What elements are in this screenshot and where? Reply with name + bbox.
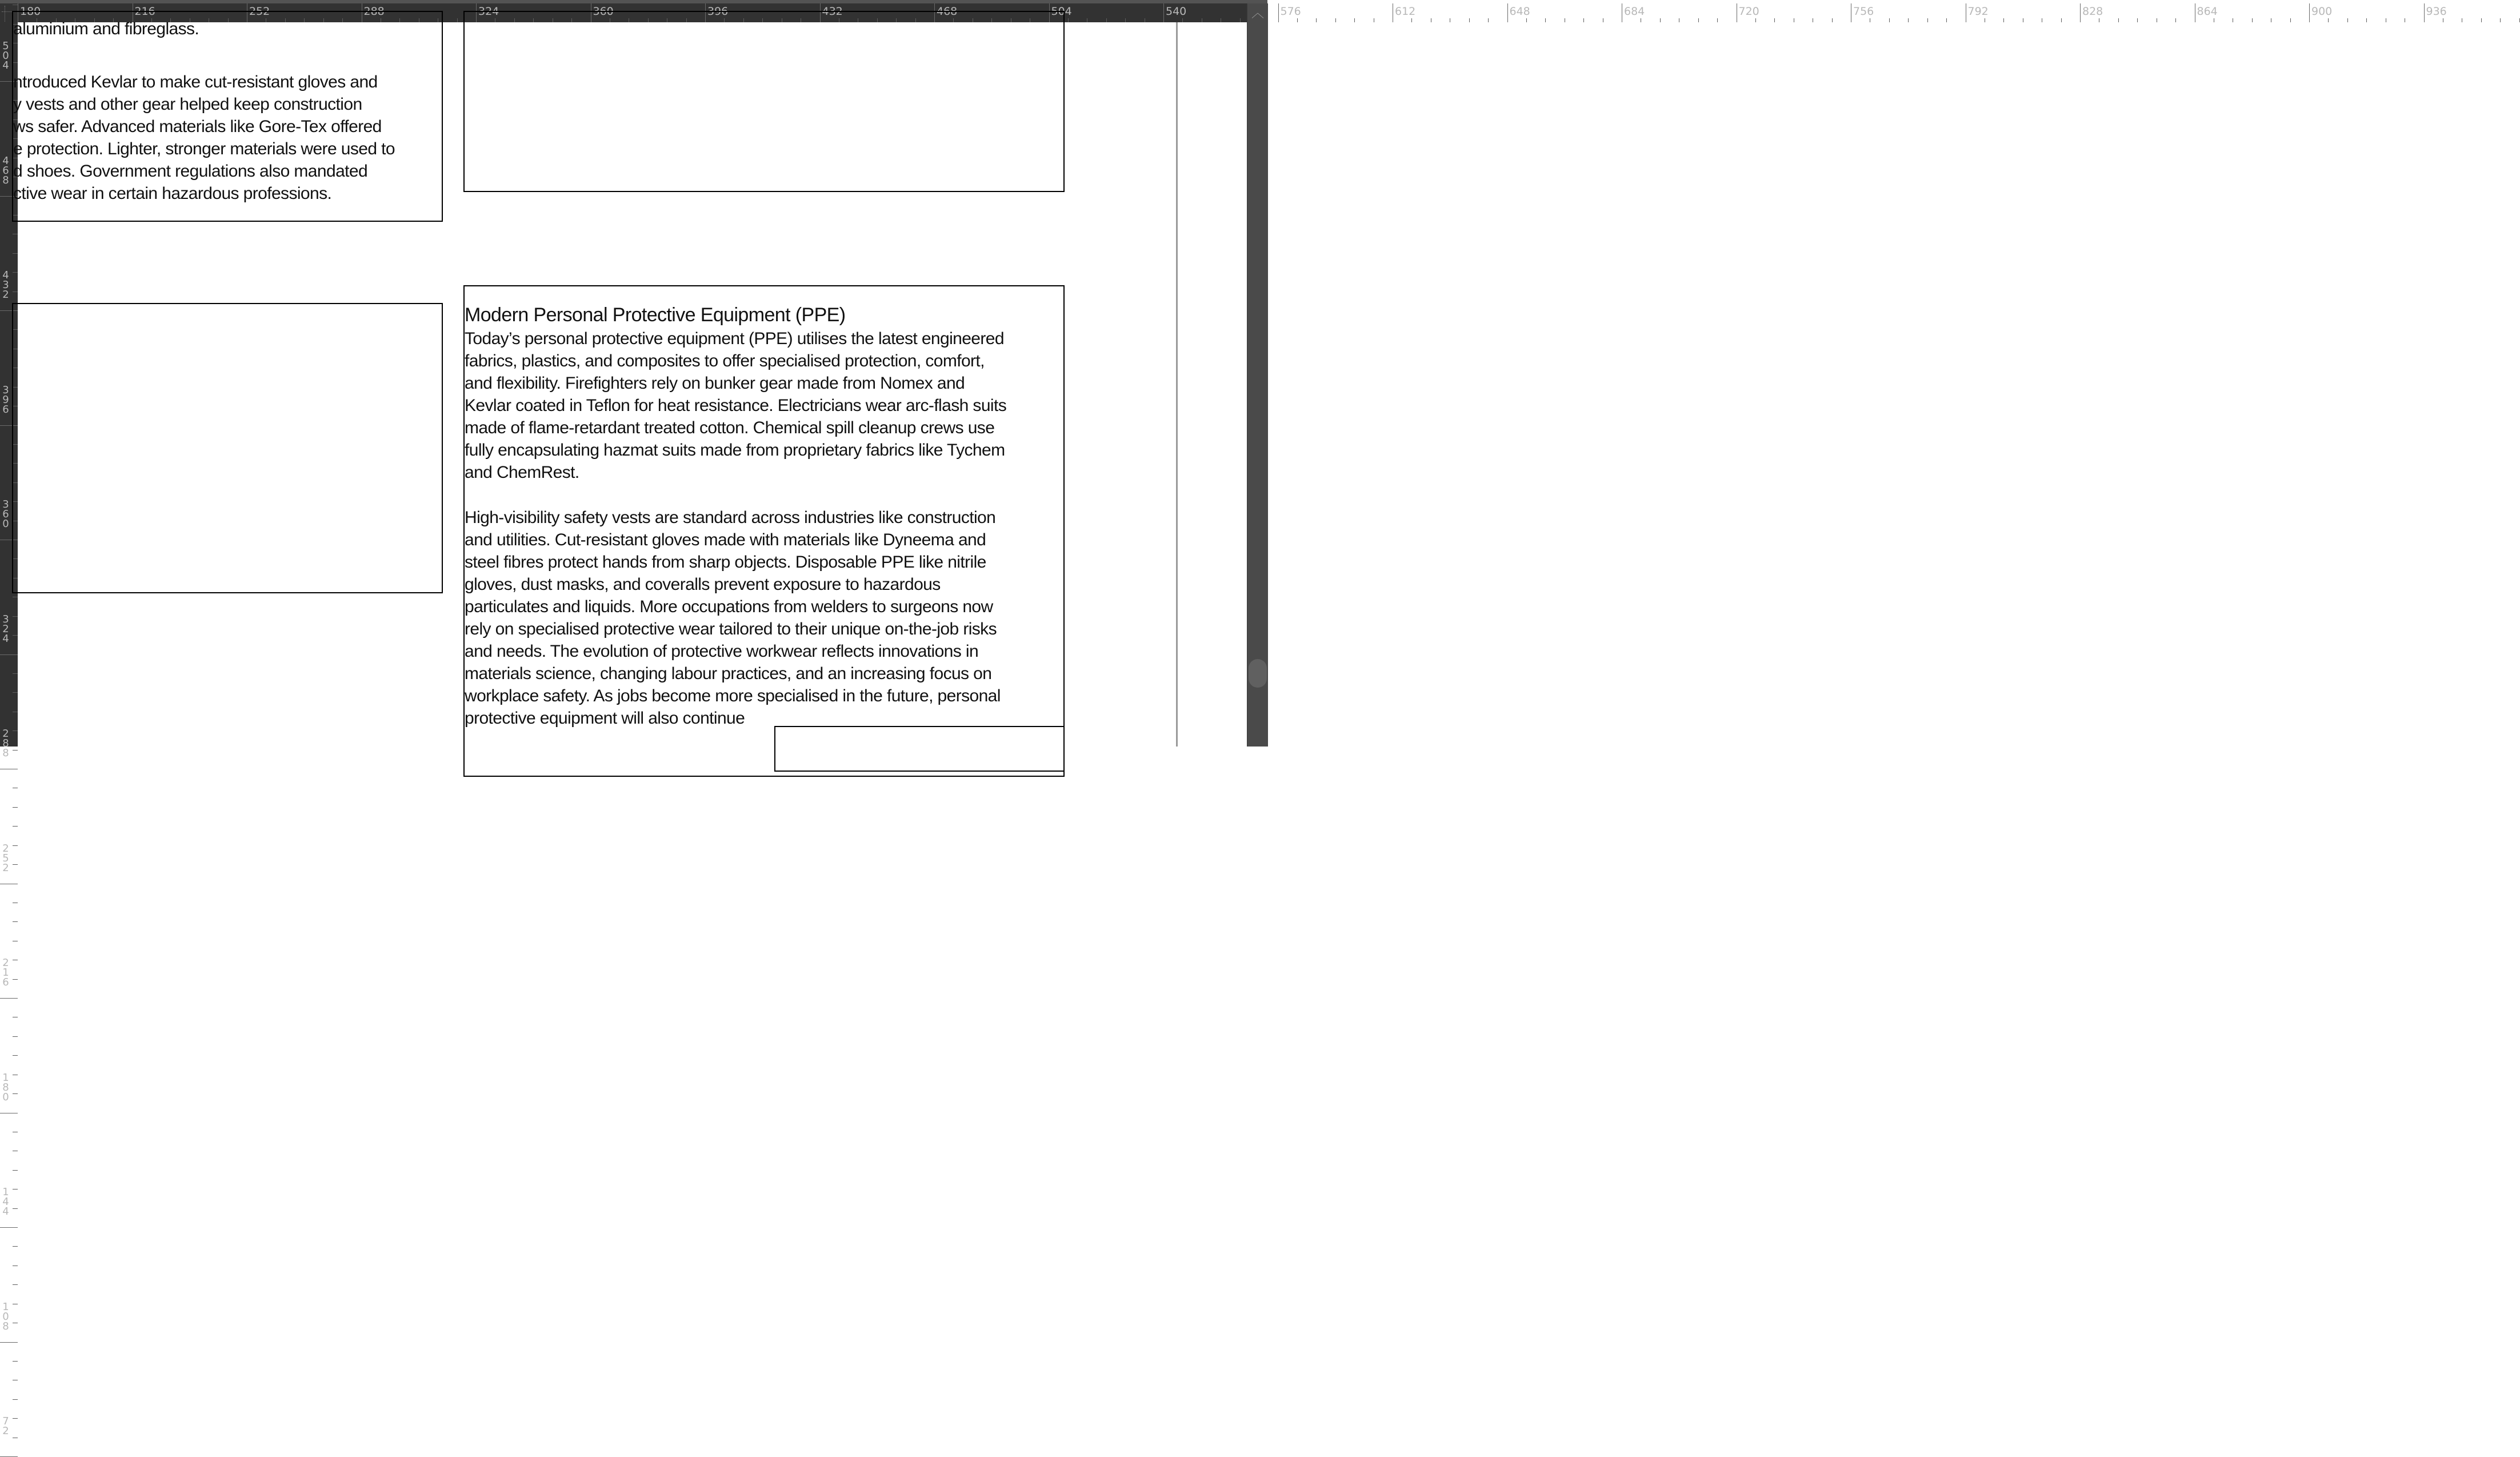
text-line: and flexibility. Firefighters rely on bunker gear made from Nomex and — [465, 374, 965, 393]
ruler-label: 648 — [1509, 5, 1530, 18]
text-line: aluminium and fibreglass. — [13, 19, 199, 38]
text-line: Kevlar coated in Teflon for heat resistance. Electricians wear arc-flash suits — [465, 396, 1007, 415]
ruler-major-tick — [2309, 3, 2310, 22]
ruler-major-tick — [0, 1227, 18, 1228]
ruler-minor-tick — [13, 673, 18, 674]
text-line: and needs. The evolution of protective workwear reflects innovations in — [465, 642, 979, 661]
ruler-label: 576 — [1280, 5, 1301, 18]
ruler-label: 5 0 4 — [2, 40, 9, 71]
ruler-label: 252 — [249, 5, 270, 18]
ruler-minor-tick — [13, 692, 18, 693]
ruler-minor-tick — [2003, 18, 2004, 22]
chevron-up-icon[interactable]: ︿ — [1251, 6, 1264, 21]
ruler-major-tick — [1278, 3, 1279, 22]
text-line: protective equipment will also continue — [465, 709, 745, 728]
ruler-minor-tick — [1927, 18, 1928, 22]
section-heading: Modern Personal Protective Equipment (PPE) — [465, 304, 846, 326]
ruler-major-tick — [0, 1342, 18, 1343]
ruler-minor-tick — [1125, 18, 1126, 22]
ruler-label: 396 — [707, 5, 729, 18]
document-canvas[interactable] — [13, 19, 1247, 747]
ruler-minor-tick — [13, 979, 18, 980]
ruler-minor-tick — [1068, 18, 1069, 22]
ruler-major-tick — [0, 654, 18, 655]
ruler-major-tick — [0, 998, 18, 999]
text-line: gloves, dust masks, and coveralls prevent exposure to hazardous — [465, 575, 941, 594]
text-line: fabrics, plastics, and composites to offer specialised protection, comfort, — [465, 352, 985, 370]
ruler-minor-tick — [13, 1246, 18, 1247]
ruler-minor-tick — [1316, 18, 1317, 22]
text-frame-left-bottom[interactable] — [12, 303, 443, 593]
ruler-minor-tick — [1889, 18, 1890, 22]
ruler-minor-tick — [1583, 18, 1584, 22]
ruler-major-tick — [2080, 3, 2081, 22]
ruler-label: 792 — [1967, 5, 1989, 18]
ruler-label: 720 — [1738, 5, 1759, 18]
text-line: materials science, changing labour practices, and an increasing focus on — [465, 664, 992, 683]
ruler-minor-tick — [2290, 18, 2291, 22]
ruler-label: 3 6 0 — [2, 498, 9, 530]
ruler-minor-tick — [1946, 18, 1947, 22]
ruler-minor-tick — [1774, 18, 1775, 22]
ruler-minor-tick — [1488, 18, 1489, 22]
ruler-label: 288 — [363, 5, 385, 18]
ruler-minor-tick — [13, 1170, 18, 1171]
ruler-minor-tick — [1545, 18, 1546, 22]
ruler-label: 1 0 8 — [2, 1300, 9, 1332]
ruler-minor-tick — [1106, 18, 1107, 22]
ruler-major-tick — [1507, 3, 1508, 22]
ruler-label: 504 — [1051, 5, 1072, 18]
scrollbar-thumb[interactable] — [1249, 659, 1267, 688]
ruler-label: 2 5 2 — [2, 842, 9, 874]
ruler-minor-tick — [1182, 18, 1183, 22]
ruler-major-tick — [2424, 3, 2425, 22]
ruler-minor-tick — [13, 1418, 18, 1419]
ruler-minor-tick — [1908, 18, 1909, 22]
ruler-minor-tick — [13, 750, 18, 751]
ruler-label: 3 2 4 — [2, 613, 9, 645]
ruler-minor-tick — [1717, 18, 1718, 22]
text-line: ws safer. Advanced materials like Gore-Tex offered — [13, 117, 382, 136]
ruler-label: 828 — [2082, 5, 2103, 18]
ruler-minor-tick — [2175, 18, 2176, 22]
ruler-minor-tick — [2481, 18, 2482, 22]
image-frame-right-top[interactable] — [463, 11, 1065, 192]
ruler-minor-tick — [13, 1399, 18, 1400]
text-line: and ChemRest. — [465, 463, 579, 482]
ruler-label: 900 — [2311, 5, 2333, 18]
text-line: y vests and other gear helped keep construction — [13, 95, 362, 114]
ruler-minor-tick — [13, 1208, 18, 1209]
text-line: Today’s personal protective equipment (PPE) utilises the latest engineered — [465, 329, 1004, 348]
ruler-minor-tick — [13, 635, 18, 636]
ruler-minor-tick — [13, 1036, 18, 1037]
text-line: ntroduced Kevlar to make cut-resistant gloves and — [13, 73, 378, 91]
ruler-label: 7 2 — [2, 1415, 9, 1437]
ruler-minor-tick — [1526, 18, 1527, 22]
ruler-minor-tick — [1335, 18, 1336, 22]
text-line: fully encapsulating hazmat suits made from proprietary fabrics like Tychem — [465, 441, 1005, 460]
text-line: particulates and liquids. More occupations from welders to surgeons now — [465, 597, 993, 616]
ruler-minor-tick — [2328, 18, 2329, 22]
ruler-minor-tick — [2137, 18, 2138, 22]
ruler-minor-tick — [1240, 18, 1241, 22]
ruler-minor-tick — [2347, 18, 2348, 22]
ruler-minor-tick — [13, 616, 18, 617]
text-line: e protection. Lighter, stronger materials were used to — [13, 139, 395, 158]
ruler-label: 540 — [1166, 5, 1187, 18]
ruler-label: 4 3 2 — [2, 269, 9, 301]
ruler-label: 864 — [2197, 5, 2218, 18]
ruler-minor-tick — [2519, 18, 2520, 22]
ruler-minor-tick — [2061, 18, 2062, 22]
ruler-label: 180 — [20, 5, 41, 18]
ruler-label: 3 9 6 — [2, 384, 9, 416]
ruler-minor-tick — [13, 1284, 18, 1285]
ruler-minor-tick — [1832, 18, 1833, 22]
ruler-label: 2 1 6 — [2, 957, 9, 988]
text-line: d shoes. Government regulations also mandated — [13, 162, 368, 181]
text-line: High-visibility safety vests are standard across industries like construction — [465, 508, 996, 527]
ruler-minor-tick — [13, 845, 18, 846]
ruler-minor-tick — [1698, 18, 1699, 22]
ruler-minor-tick — [1411, 18, 1412, 22]
text-line: rely on specialised protective wear tailored to their unique on-the-job risks — [465, 620, 997, 638]
ruler-label: 432 — [822, 5, 843, 18]
text-line: and utilities. Cut-resistant gloves made with materials like Dyneema and — [465, 530, 986, 549]
text-line: made of flame-retardant treated cotton. Chemical spill cleanup crews use — [465, 418, 995, 437]
ruler-minor-tick — [13, 1361, 18, 1362]
text-line: workplace safety. As jobs become more specialised in the future, personal — [465, 686, 1001, 705]
ruler-minor-tick — [1297, 18, 1298, 22]
ruler-label: 1 4 4 — [2, 1186, 9, 1218]
text-line: ctive wear in certain hazardous professions. — [13, 184, 332, 203]
ruler-minor-tick — [2118, 18, 2119, 22]
ruler-label: 684 — [1624, 5, 1645, 18]
ruler-minor-tick — [13, 864, 18, 865]
vertical-scrollbar[interactable] — [1247, 3, 1268, 747]
ruler-minor-tick — [2500, 18, 2501, 22]
ruler-minor-tick — [2366, 18, 2367, 22]
ruler-minor-tick — [13, 1055, 18, 1056]
ruler-minor-tick — [13, 807, 18, 808]
ruler-label: 612 — [1395, 5, 1416, 18]
text-line: steel fibres protect hands from sharp objects. Disposable PPE like nitrile — [465, 553, 986, 572]
ruler-label: 4 6 8 — [2, 154, 9, 186]
text-frame-overflow-overlap[interactable] — [774, 726, 1065, 772]
ruler-minor-tick — [1469, 18, 1470, 22]
ruler-label: 468 — [937, 5, 958, 18]
ruler-minor-tick — [1755, 18, 1756, 22]
ruler-minor-tick — [13, 272, 18, 273]
ruler-label: 756 — [1853, 5, 1874, 18]
ruler-label: 2 8 8 — [2, 728, 9, 759]
ruler-label: 360 — [593, 5, 614, 18]
ruler-minor-tick — [457, 18, 458, 22]
ruler-label: 324 — [478, 5, 499, 18]
ruler-minor-tick — [1660, 18, 1661, 22]
ruler-major-tick — [1163, 3, 1164, 22]
ruler-minor-tick — [13, 253, 18, 254]
ruler-label: 936 — [2426, 5, 2447, 18]
ruler-minor-tick — [2252, 18, 2253, 22]
ruler-label: 1 8 0 — [2, 1071, 9, 1103]
ruler-minor-tick — [13, 826, 18, 827]
ruler-minor-tick — [13, 1093, 18, 1094]
ruler-label: 216 — [134, 5, 155, 18]
ruler-minor-tick — [13, 921, 18, 922]
ruler-minor-tick — [1354, 18, 1355, 22]
margin-guide-line[interactable] — [1176, 22, 1178, 747]
